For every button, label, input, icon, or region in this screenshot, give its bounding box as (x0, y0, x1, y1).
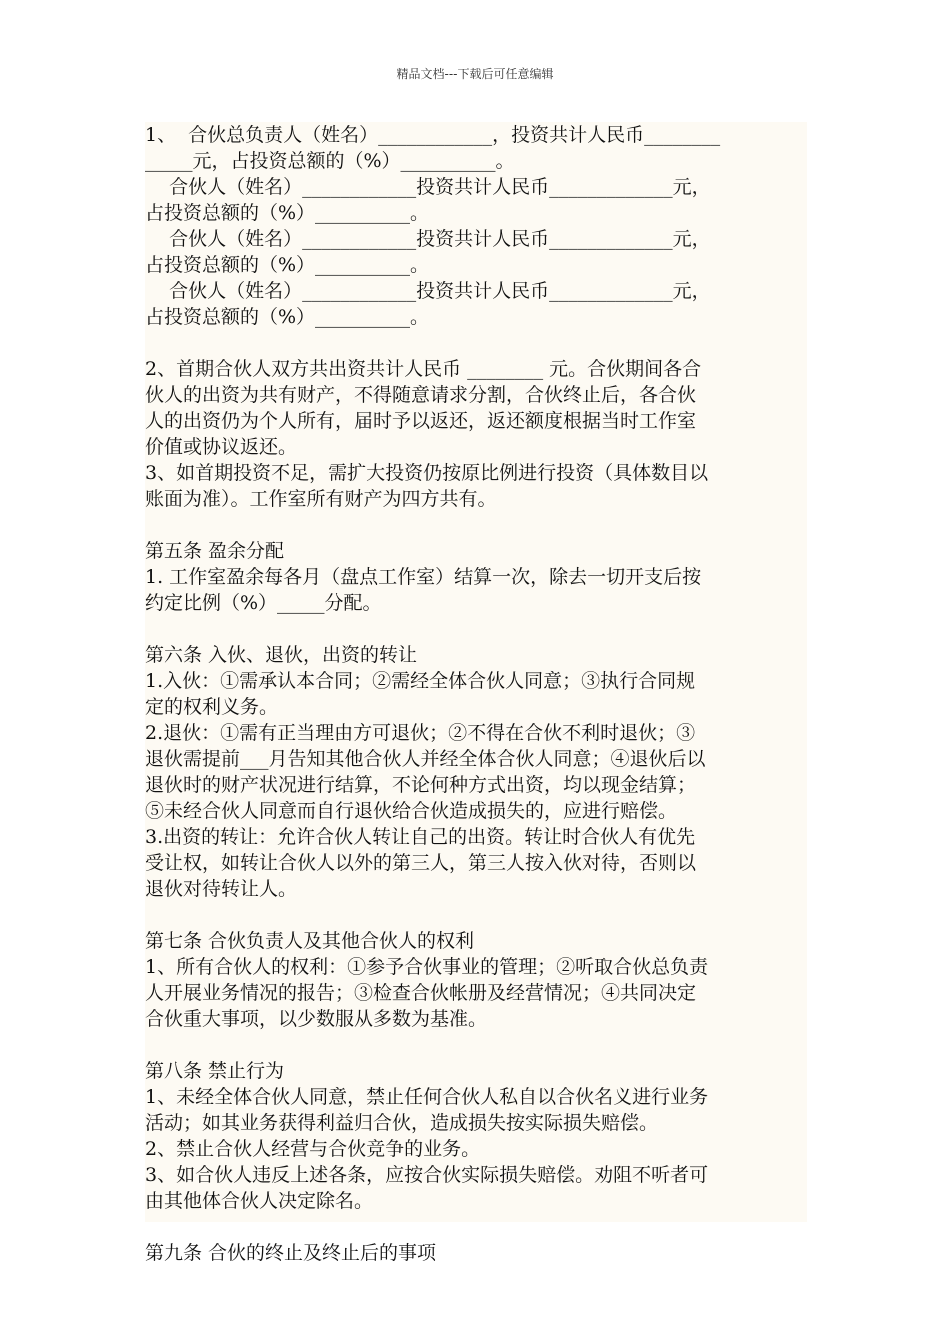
document-line: 定的权利义务。 (145, 696, 279, 718)
document-line: 第五条 盈余分配 (145, 540, 285, 562)
document-line: 活动；如其业务获得利益归合伙，造成损失按实际损失赔偿。 (145, 1112, 659, 1134)
document-line: 1. 工作室盈余每各月（盘点工作室）结算一次，除去一切开支后按 (145, 566, 702, 588)
page-header: 精品文档---下载后可任意编辑 (396, 67, 554, 81)
document-line: 合伙人（姓名）____________投资共计人民币_____________元， (145, 176, 711, 198)
document-line: 占投资总额的（%）__________。 (145, 306, 430, 328)
document-line: 第七条 合伙负责人及其他合伙人的权利 (145, 930, 475, 952)
document-line: 3.出资的转让：允许合伙人转让自己的出资。转让时合伙人有优先 (145, 826, 696, 848)
document-line: 2、首期合伙人双方共出资共计人民币 ________ 元。合伙期间各合 (145, 358, 702, 380)
document-line: 人的出资仍为个人所有，届时予以返还，返还额度根据当时工作室 (145, 410, 697, 432)
document-line: 账面为准）。工作室所有财产为四方共有。 (145, 488, 497, 510)
document-body (145, 122, 807, 1264)
document-line: 退伙需提前___月告知其他合伙人并经全体合伙人同意；④退伙后以 (145, 748, 706, 770)
document-line: 人开展业务情况的报告；③检查合伙帐册及经营情况；④共同决定 (145, 982, 697, 1004)
document-line: 占投资总额的（%）__________。 (145, 254, 430, 276)
document-line: 3、如合伙人违反上述各条，应按合伙实际损失赔偿。劝阻不听者可 (145, 1164, 709, 1186)
document-line: 1、未经全体合伙人同意，禁止任何合伙人私自以合伙名义进行业务 (145, 1086, 709, 1108)
blank-line (145, 616, 807, 642)
document-line: 受让权，如转让合伙人以外的第三人，第三人按入伙对待，否则以 (145, 852, 697, 874)
document-line: ⑤未经合伙人同意而自行退伙给合伙造成损失的，应进行赔偿。 (145, 800, 678, 822)
document-line: 3、如首期投资不足，需扩大投资仍按原比例进行投资（具体数目以 (145, 462, 709, 484)
document-line: 第六条 入伙、退伙，出资的转让 (145, 644, 418, 666)
blank-line (145, 512, 807, 538)
blank-line (145, 1032, 807, 1058)
document-line: 合伙人（姓名）____________投资共计人民币_____________元， (145, 228, 711, 250)
document-line: 第八条 禁止行为 (145, 1060, 285, 1082)
blank-line (145, 330, 807, 356)
document-line: 1、所有合伙人的权利：①参予合伙事业的管理；②听取合伙总负责 (145, 956, 709, 978)
document-line: 第九条 合伙的终止及终止后的事项 (145, 1242, 437, 1264)
blank-line (145, 1214, 807, 1240)
document-line: 价值或协议返还。 (145, 436, 298, 458)
document-line: 2、禁止合伙人经营与合伙竞争的业务。 (145, 1138, 481, 1160)
document-line: 退伙对待转让人。 (145, 878, 298, 900)
document-line: 退伙时的财产状况进行结算，不论何种方式出资，均以现金结算； (145, 774, 697, 796)
document-line: 合伙重大事项，以少数服从多数为基准。 (145, 1008, 488, 1030)
document-line: _____元，占投资总额的（%）__________。 (145, 150, 515, 172)
document-line: 伙人的出资为共有财产，不得随意请求分割，合伙终止后，各合伙 (145, 384, 697, 406)
document-line: 1、 合伙总负责人（姓名）____________，投资共计人民币________ (145, 124, 721, 146)
document-line: 1.入伙：①需承认本合同；②需经全体合伙人同意；③执行合同规 (145, 670, 696, 692)
document-line: 2.退伙：①需有正当理由方可退伙；②不得在合伙不利时退伙；③ (145, 722, 696, 744)
document-line: 占投资总额的（%）__________。 (145, 202, 430, 224)
document-line: 合伙人（姓名）____________投资共计人民币_____________元， (145, 280, 711, 302)
blank-line (145, 902, 807, 928)
document-line: 约定比例（%）_____分配。 (145, 592, 382, 614)
document-line: 由其他体合伙人决定除名。 (145, 1190, 374, 1212)
